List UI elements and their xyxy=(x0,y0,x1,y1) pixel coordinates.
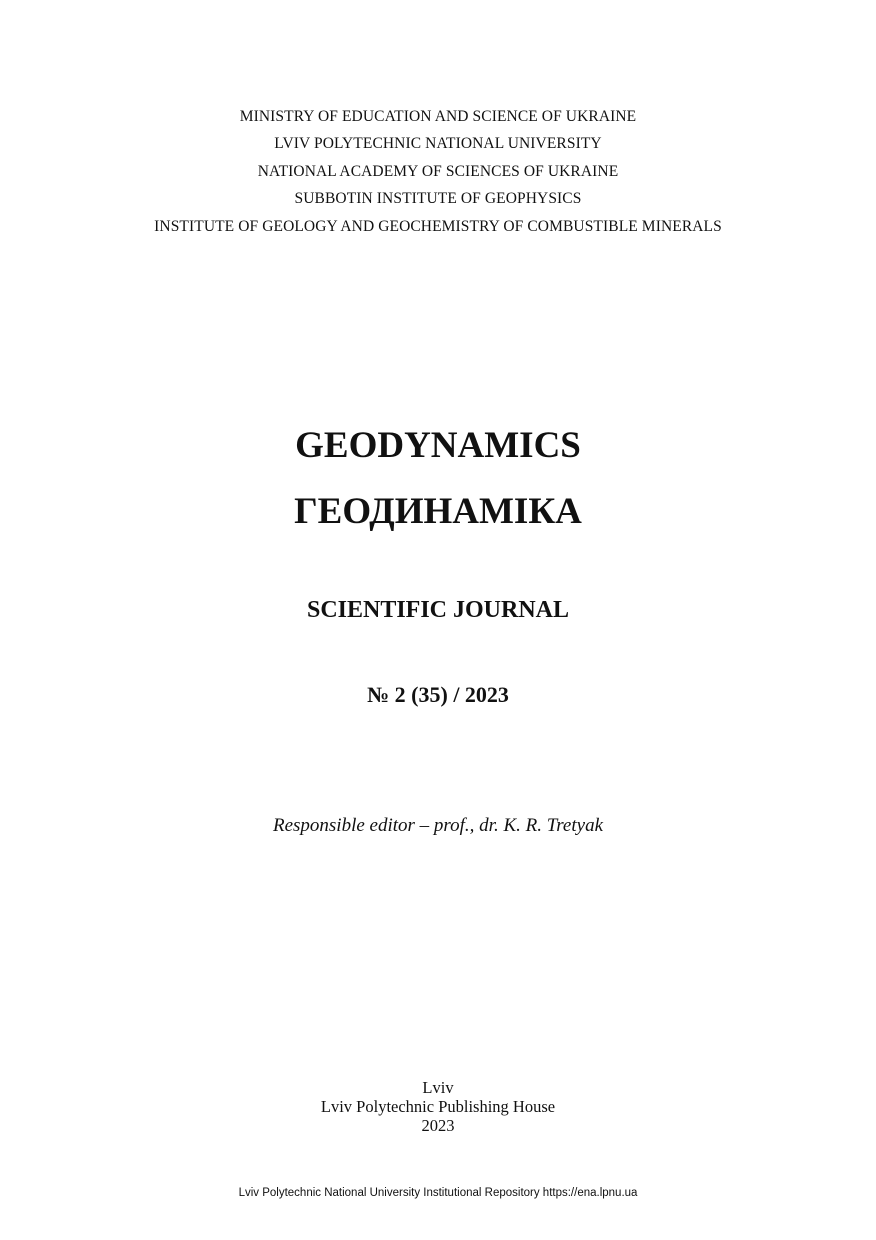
journal-subtitle: SCIENTIFIC JOURNAL xyxy=(306,597,570,623)
institution-geophysics: SUBBOTIN INSTITUTE OF GEOPHYSICS xyxy=(294,190,582,207)
imprint-year: 2023 xyxy=(421,1116,455,1135)
issue-number: № 2 (35) / 2023 xyxy=(367,682,509,707)
institution-geology: INSTITUTE OF GEOLOGY AND GEOCHEMISTRY OF COMBUSTIBLE MINERALS xyxy=(154,218,722,235)
responsible-editor: Responsible editor – prof., dr. K. R. Tretyak xyxy=(272,815,604,836)
institution-academy: NATIONAL ACADEMY OF SCIENCES OF UKRAINE xyxy=(257,163,619,180)
imprint-city: Lviv xyxy=(422,1078,454,1097)
institution-ministry: MINISTRY OF EDUCATION AND SCIENCE OF UKRAINE xyxy=(239,108,637,125)
imprint-publisher: Lviv Polytechnic Publishing House xyxy=(320,1097,556,1116)
repository-footer: Lviv Polytechnic National University Institutional Repository https://ena.lpnu.ua xyxy=(238,1187,638,1199)
journal-title-uk: ГЕОДИНАМІКА xyxy=(294,491,582,532)
journal-title-en: GEODYNAMICS xyxy=(295,425,581,466)
institution-university: LVIV POLYTECHNIC NATIONAL UNIVERSITY xyxy=(274,135,602,152)
